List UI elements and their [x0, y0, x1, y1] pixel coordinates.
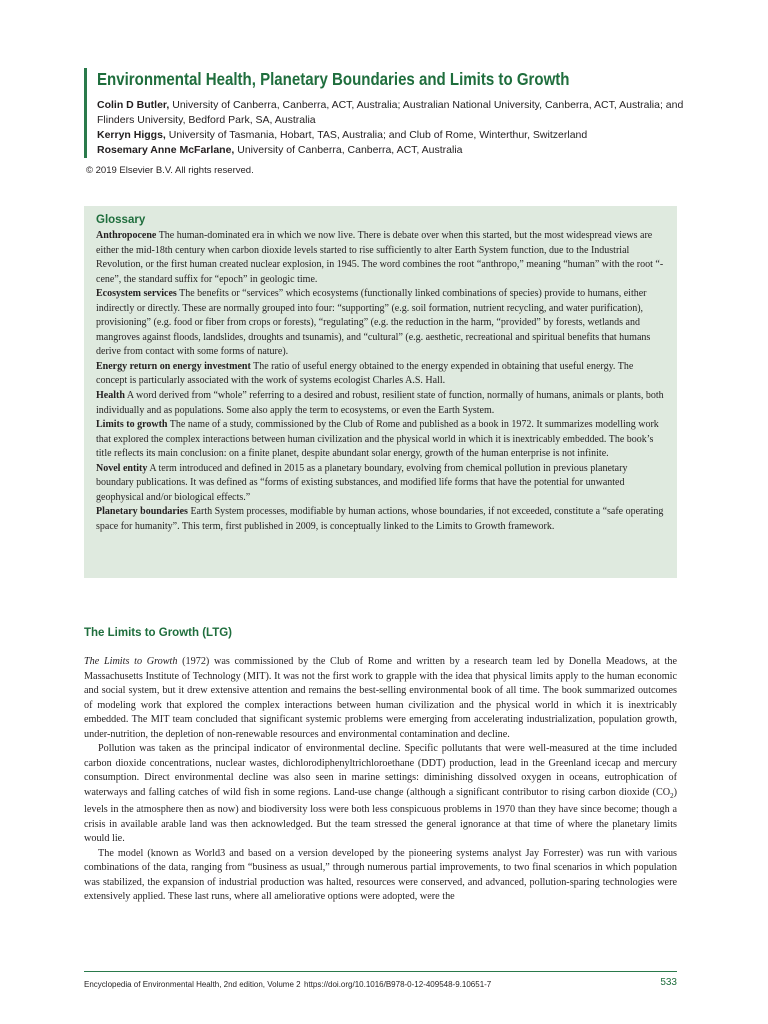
glossary-term: Ecosystem services — [96, 288, 177, 300]
glossary-heading: Glossary — [96, 214, 146, 226]
doi-link[interactable]: https://doi.org/10.1016/B978-0-12-409548-9.10651-7 — [304, 980, 492, 989]
article-header — [84, 68, 697, 158]
glossary-term: Health — [96, 390, 125, 402]
glossary-definition: A word derived from “whole” referring to a desired and robust, resilient state of function, normally of humans, animals or plants, both individually and as populations. Some also apply the term to ecosystems, or even the Earth System. — [96, 390, 664, 416]
glossary-definition: A term introduced and defined in 2015 as a planetary boundary, evolving from chemical pollution in previous planetary boundary publications. It was defined as “forms of existing substances, and modified life forms that have the potential for unwanted geophysical and/or biological effects.” — [96, 462, 628, 503]
author-name: Rosemary Anne McFarlane, — [97, 144, 235, 156]
glossary-entry — [96, 287, 666, 360]
author-affiliation: University of Tasmania, Hobart, TAS, Australia; and Club of Rome, Winterthur, Switzerland — [165, 129, 588, 141]
book-title: The Limits to Growth — [84, 656, 178, 667]
paragraph-text: Pollution was taken as the principal indicator of environmental decline. Specific pollutants that were well-measured at the time included carbon dioxide concentrations, nuclear wastes, dichlorodiphenyltrichloroethane (DDT) production, lead in the Greenland icecap and mercury consumption. Direct environmental decline was also seen in marine settings: diminishing dissolved oxygen in oceans, eutrophication of waterways and falling catches of wild fish in some regions. Land-use change (although a significant contributor to rising carbon dioxide (CO — [84, 743, 677, 798]
page-footer — [84, 971, 677, 989]
glossary-term: Limits to growth — [96, 419, 168, 431]
section-body — [84, 655, 677, 905]
glossary-term: Energy return on energy investment — [96, 360, 251, 372]
journal-citation: Encyclopedia of Environmental Health, 2nd edition, Volume 2 — [84, 980, 301, 989]
author-line — [97, 128, 697, 143]
paragraph-text: ) levels in the atmosphere then as now) and biodiversity loss were both less conspicuous problems in 1970 than they have since become; though a crisis in available arable land was then acknowledged. But the team stressed the general ignorance at that time of where the planetary limits would lie. — [84, 786, 677, 845]
author-line — [97, 143, 697, 158]
subscript: 2 — [670, 791, 674, 800]
paragraph-text: (1972) was commissioned by the Club of Rome and written by a research team led by Donella Meadows, at the Massachusetts Institute of Technology (MIT). It was not the first work to grapple with the idea that physical limits apply to the human economic and social system, but it drew extensive attention and remains the best-selling environmental book of all time. The book summarized outcomes of modeling work that explored the complex interactions between human civilization and the physical world in which it is inextricably embedded. The MIT team concluded that significant systemic problems were emerging from accelerating industrialization, population growth, under-nutrition, the depletion of non-renewable resources and environmental contamination and decline. — [84, 656, 677, 740]
section-heading: The Limits to Growth (LTG) — [84, 627, 232, 639]
glossary-entry — [96, 505, 666, 534]
author-name: Colin D Butler, — [97, 99, 170, 111]
glossary-entry — [96, 229, 666, 287]
glossary-definition: Earth System processes, modifiable by human actions, whose boundaries, if not exceeded, constitute a “safe operating space for humanity”. This term, first published in 2009, is conceptually linked to the Limits to Growth framework. — [96, 506, 664, 532]
glossary-entry — [96, 462, 666, 506]
glossary-definition: The human-dominated era in which we now live. There is debate over when this started, but the most widespread views are either the mid-18th century when carbon dioxide levels started to rise sufficiently to alter Earth System function, due to the Industrial Revolution, or the first human created nuclear explosion, in 1945. The word combines the root “anthropo,” meaning “human” with the root “-cene”, the standard suffix for “epoch” in geologic time. — [96, 230, 664, 285]
copyright-notice: © 2019 Elsevier B.V. All rights reserved. — [86, 165, 254, 176]
author-affiliation: University of Canberra, Canberra, ACT, Australia — [234, 144, 463, 156]
glossary-definition: The benefits or “services” which ecosystems (functionally linked combinations of species) provide to humans, either indirectly or directly. These are normally grouped into four: “supporting” (e.g. soil formation, nutrient recycling, and water purification), provisioning” (e.g. food or fiber from crops or forests), “regulating” (e.g. the reduction in the harm, “provided” by forests, wetlands and mangroves against floods, landslides, droughts and tsunamis), and “cultural” (e.g. aesthetic, recreational and spiritual benefits that humans derive from contact with some forms of nature). — [96, 288, 651, 358]
author-affiliation: University of Canberra, Canberra, ACT, Australia; Australian National University, Canberra, ACT, Australia; and Flinders University, Bedford Park, SA, Australia — [97, 99, 684, 126]
glossary-box — [84, 206, 677, 578]
body-paragraph: The model (known as World3 and based on a version developed by the pioneering systems analyst Jay Forrester) was run with various combinations of the data, ranging from “business as usual,” through numerous partial improvements, to two final scenarios in which population was stabilized, the expansion of industrial production was halted, resources were conserved, and advanced, pollution-sparing technologies were extensively applied. These last runs, where all ameliorative options were adopted, were the — [84, 847, 677, 903]
glossary-entry — [96, 360, 666, 389]
glossary-term: Novel entity — [96, 462, 148, 474]
glossary-entry — [96, 418, 666, 462]
glossary-definition: The name of a study, commissioned by the Club of Rome and published as a book in 1972. It summarizes modelling work that explored the complex interactions between human civilization and the physical world in which it is inextricably embedded. The book’s title reflects its main conclusion: on a finite planet, despite abundant solar energy, growth of the human enterprise is not infinite. — [96, 419, 659, 460]
author-line — [97, 98, 697, 128]
glossary-term: Anthropocene — [96, 230, 157, 241]
article-title: Environmental Health, Planetary Boundaries and Limits to Growth — [97, 69, 570, 89]
author-name: Kerryn Higgs, — [97, 129, 166, 141]
glossary-definition: The ratio of useful energy obtained to the energy expended in obtaining that useful energy. The concept is particularly associated with the work of systems ecologist Charles A.S. Hall. — [96, 360, 634, 387]
page-number: 533 — [660, 977, 677, 988]
glossary-entry — [96, 389, 666, 418]
body-paragraph — [84, 655, 677, 742]
body-paragraph — [84, 742, 677, 847]
glossary-term: Planetary boundaries — [96, 506, 188, 518]
